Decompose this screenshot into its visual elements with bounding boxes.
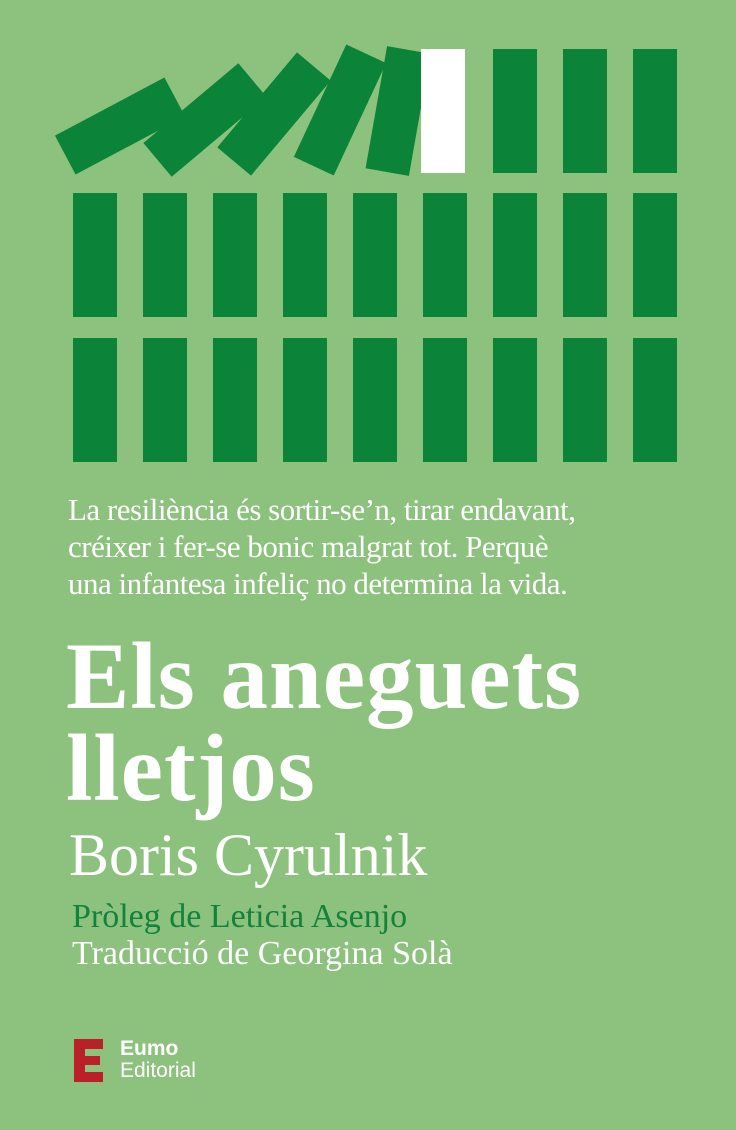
book-title-line: Els aneguets (66, 623, 583, 729)
author-name: Boris Cyrulnik (69, 822, 428, 888)
standing-domino-icon (563, 193, 607, 317)
standing-domino-icon (143, 193, 187, 317)
translation-credit: Traducció de Georgina Solà (72, 935, 453, 972)
white-domino-icon (421, 49, 465, 173)
tagline-line: créixer i fer-se bonic malgrat tot. Perquè (68, 529, 549, 564)
standing-domino-icon (563, 49, 607, 173)
publisher-name (120, 1038, 196, 1082)
standing-domino-icon (143, 338, 187, 462)
book-title (66, 623, 583, 821)
tagline-line: una infantesa infeliç no determina la vida. (68, 566, 568, 601)
standing-domino-icon (633, 49, 677, 173)
standing-domino-icon (493, 338, 537, 462)
standing-domino-icon (353, 338, 397, 462)
standing-domino-icon (213, 338, 257, 462)
credits (72, 898, 453, 972)
logo-e-bar (74, 1056, 100, 1065)
publisher-name-main: Eumo (120, 1037, 179, 1060)
publisher-name-division: Editorial (120, 1059, 196, 1082)
standing-domino-icon (353, 193, 397, 317)
standing-domino-icon (493, 49, 537, 173)
standing-domino-icon (633, 338, 677, 462)
standing-domino-icon (283, 193, 327, 317)
standing-domino-icon (563, 338, 607, 462)
standing-domino-icon (423, 193, 467, 317)
standing-domino-icon (633, 193, 677, 317)
standing-domino-icon (283, 338, 327, 462)
standing-domino-icon (73, 193, 117, 317)
tagline-line: La resiliència és sortir-se’n, tirar endavant, (68, 492, 576, 527)
eumo-logo-icon (74, 1039, 103, 1082)
logo-e-bar (74, 1039, 103, 1049)
standing-domino-icon (213, 193, 257, 317)
book-title-line: lletjos (66, 715, 316, 821)
tagline (68, 491, 688, 602)
standing-domino-icon (493, 193, 537, 317)
standing-domino-icon (73, 338, 117, 462)
prologue-credit: Pròleg de Leticia Asenjo (72, 898, 408, 935)
standing-domino-icon (423, 338, 467, 462)
logo-e-bar (74, 1072, 103, 1082)
